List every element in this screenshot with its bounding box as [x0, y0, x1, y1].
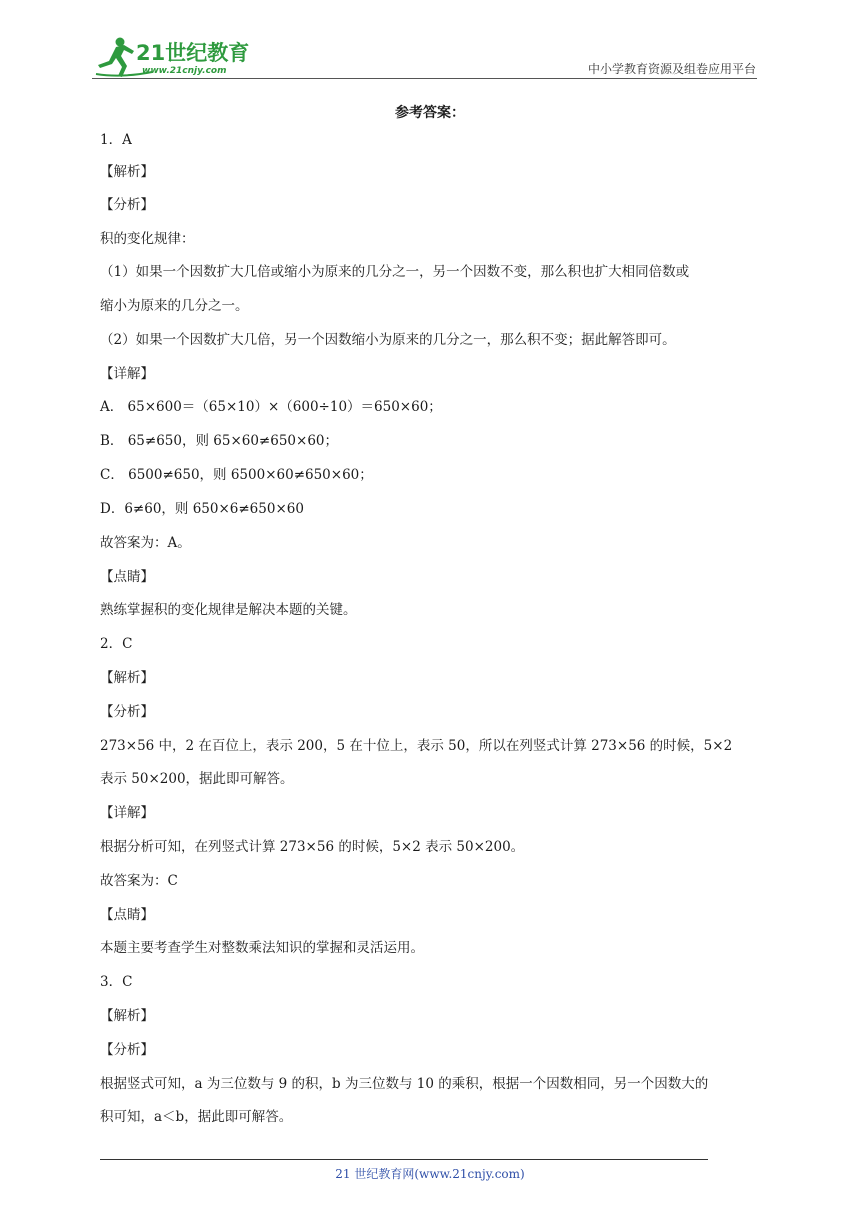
- answer-line: 【分析】: [100, 1042, 154, 1058]
- page-header: [0, 0, 860, 80]
- answer-line: 【点睛】: [100, 907, 154, 923]
- site-logo: [92, 34, 262, 80]
- answer-line: 【解析】: [100, 164, 154, 180]
- answer-line: 缩小为原来的几分之一。: [100, 298, 249, 314]
- answer-line: 【详解】: [100, 366, 154, 382]
- answer-line: 表示 50×200，据此即可解答。: [100, 771, 294, 787]
- footer-divider: [100, 1159, 708, 1160]
- answer-line: 273×56 中，2 在百位上，表示 200，5 在十位上，表示 50，所以在列竖式计算 273×56 的时候，5×2: [100, 738, 733, 754]
- answer-line: 1．A: [100, 132, 132, 148]
- answer-line: 【分析】: [100, 704, 154, 720]
- answer-line: 2．C: [100, 636, 133, 652]
- answer-line: 故答案为：A。: [100, 535, 191, 551]
- answer-line: 积的变化规律：: [100, 231, 195, 247]
- answer-line: （1）如果一个因数扩大几倍或缩小为原来的几分之一，另一个因数不变，那么积也扩大相同倍数或: [100, 264, 690, 280]
- page-footer: 21 世纪教育网(www.21cnjy.com): [335, 1167, 525, 1181]
- answer-line: 根据分析可知，在列竖式计算 273×56 的时候，5×2 表示 50×200。: [100, 839, 525, 855]
- answer-line: B． 65≠650，则 65×60≠650×60；: [100, 433, 338, 449]
- answer-line: 3．C: [100, 974, 133, 990]
- answer-line: D．6≠60，则 650×6≠650×60: [100, 501, 304, 517]
- answer-line: 本题主要考查学生对整数乘法知识的掌握和灵活运用。: [100, 940, 424, 956]
- answer-line: 【分析】: [100, 197, 154, 213]
- answer-line: 积可知，a＜b，据此即可解答。: [100, 1109, 293, 1125]
- answer-line: 【详解】: [100, 805, 154, 821]
- answer-line: （2）如果一个因数扩大几倍，另一个因数缩小为原来的几分之一，那么积不变；据此解答即可。: [100, 332, 676, 348]
- header-divider: [92, 78, 757, 79]
- logo-text: 21世纪教育: [136, 41, 250, 65]
- answer-line: 故答案为：C: [100, 873, 178, 889]
- answer-line: 熟练掌握积的变化规律是解决本题的关键。: [100, 602, 357, 618]
- answer-line: A． 65×600＝（65×10）×（600÷10）＝650×60；: [100, 399, 442, 415]
- logo-url: www.21cnjy.com: [142, 66, 227, 76]
- answer-line: 根据竖式可知，a 为三位数与 9 的积，b 为三位数与 10 的乘积，根据一个因数相同，另一个因数大的: [100, 1076, 709, 1092]
- header-platform-name: 中小学教育资源及组卷应用平台: [587, 62, 756, 76]
- answer-line: 【点睛】: [100, 569, 154, 585]
- page-title: 参考答案：: [395, 105, 465, 121]
- answer-line: 【解析】: [100, 1008, 154, 1024]
- answer-line: 【解析】: [100, 670, 154, 686]
- answer-line: C． 6500≠650，则 6500×60≠650×60；: [100, 467, 373, 483]
